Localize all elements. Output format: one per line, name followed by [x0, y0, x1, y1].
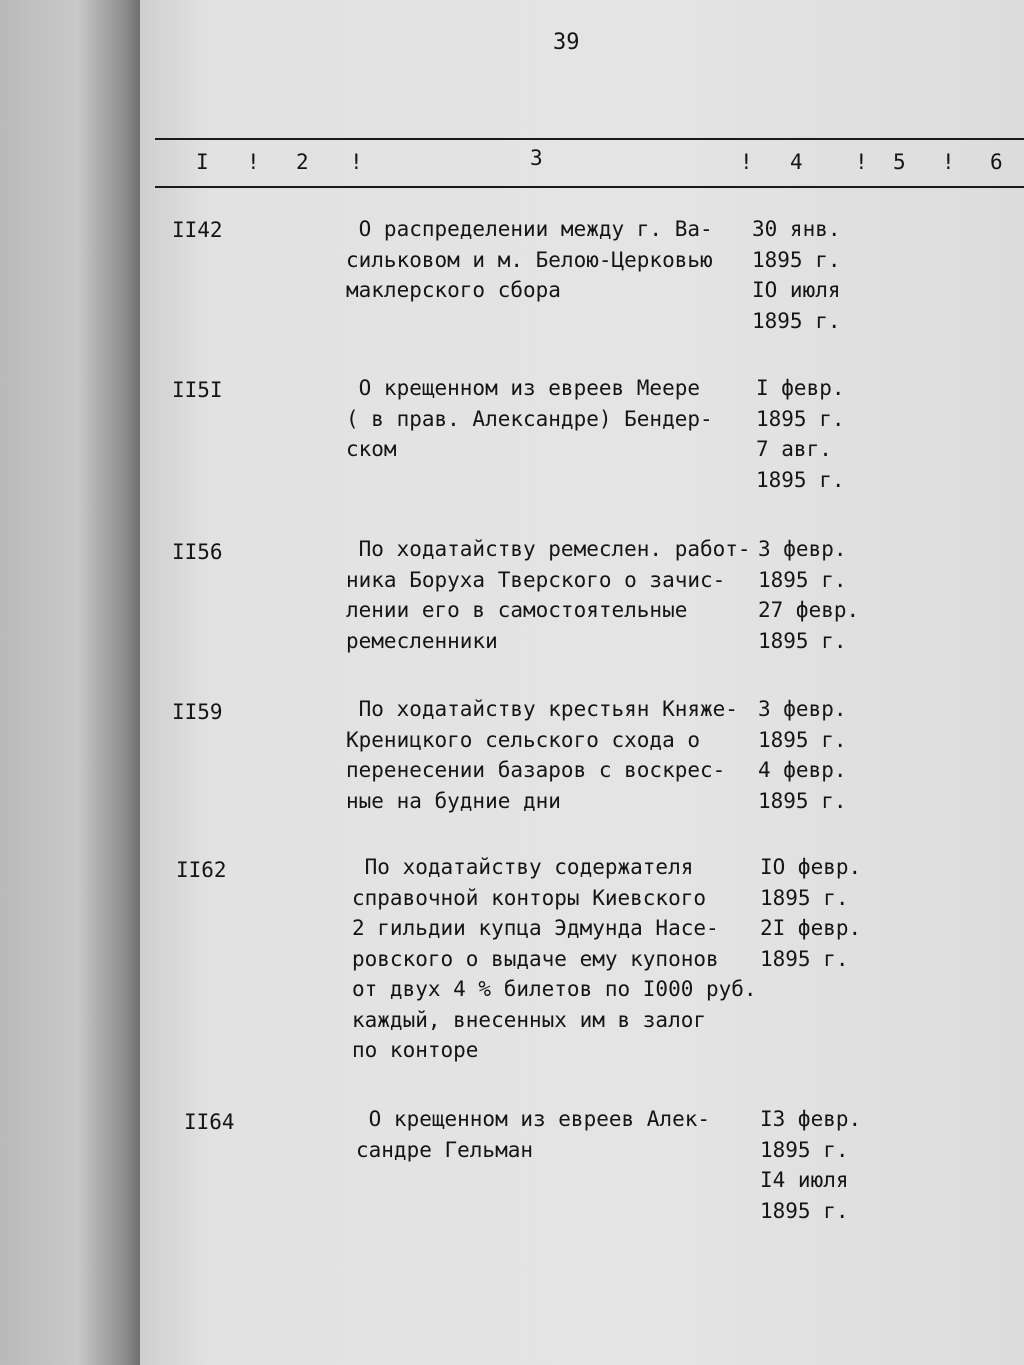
- col-separator: !: [942, 150, 955, 174]
- header-rule-bottom: [155, 186, 1024, 188]
- header-rule-top: [155, 138, 1024, 140]
- entry-number: II42: [172, 218, 223, 242]
- entry-dates: I февр. 1895 г. 7 авг. 1895 г.: [756, 376, 845, 492]
- entry-number: II5I: [172, 378, 223, 402]
- page-number: 39: [553, 30, 580, 55]
- entry-number: II56: [172, 540, 223, 564]
- entry-number: II62: [176, 858, 227, 882]
- entry-dates: 3 февр. 1895 г. 27 февр. 1895 г.: [758, 537, 860, 653]
- entry-dates: 3 февр. 1895 г. 4 февр. 1895 г.: [758, 697, 847, 813]
- entry-number: II64: [184, 1110, 235, 1134]
- col-separator: !: [350, 150, 363, 174]
- entry-number: II59: [172, 700, 223, 724]
- col-head-1: I: [196, 150, 209, 174]
- entry-dates: 30 янв. 1895 г. IO июля 1895 г.: [752, 217, 841, 333]
- col-separator: !: [855, 150, 868, 174]
- col-head-2: 2: [296, 150, 309, 174]
- col-head-4: 4: [790, 150, 803, 174]
- col-separator: !: [740, 150, 753, 174]
- entry-title: По ходатайству содержателя справочной конторы Киевского 2 гильдии купца Эдмунда Насе- ровского о выдаче ему купонов от двух 4 % билетов по I000 руб. каждый, внесенных им в залог по конторе: [352, 855, 757, 1062]
- entry-title: О крещенном из евреев Меере ( в прав. Александре) Бендер- ском: [346, 376, 713, 461]
- previous-page-edge: [0, 0, 140, 1365]
- entry-dates: I3 февр. 1895 г. I4 июля 1895 г.: [760, 1107, 862, 1223]
- col-head-5: 5: [893, 150, 906, 174]
- entry-title: О крещенном из евреев Алек- сандре Гельман: [356, 1107, 711, 1162]
- entry-title: О распределении между г. Ва- сильковом и м. Белою-Церковью маклерского сбора: [346, 217, 713, 302]
- col-head-3: 3: [530, 146, 543, 170]
- col-head-6: 6: [990, 150, 1003, 174]
- entry-title: По ходатайству крестьян Княже- Креницкого сельского схода о перенесении базаров с воскрес- ные на будние дни: [346, 697, 738, 813]
- entry-dates: IO февр. 1895 г. 2I февр. 1895 г.: [760, 855, 862, 971]
- col-separator: !: [247, 150, 260, 174]
- entry-title: По ходатайству ремеслен. работ- ника Боруха Тверского о зачис- лении его в самостоятельные ремесленники: [346, 537, 751, 653]
